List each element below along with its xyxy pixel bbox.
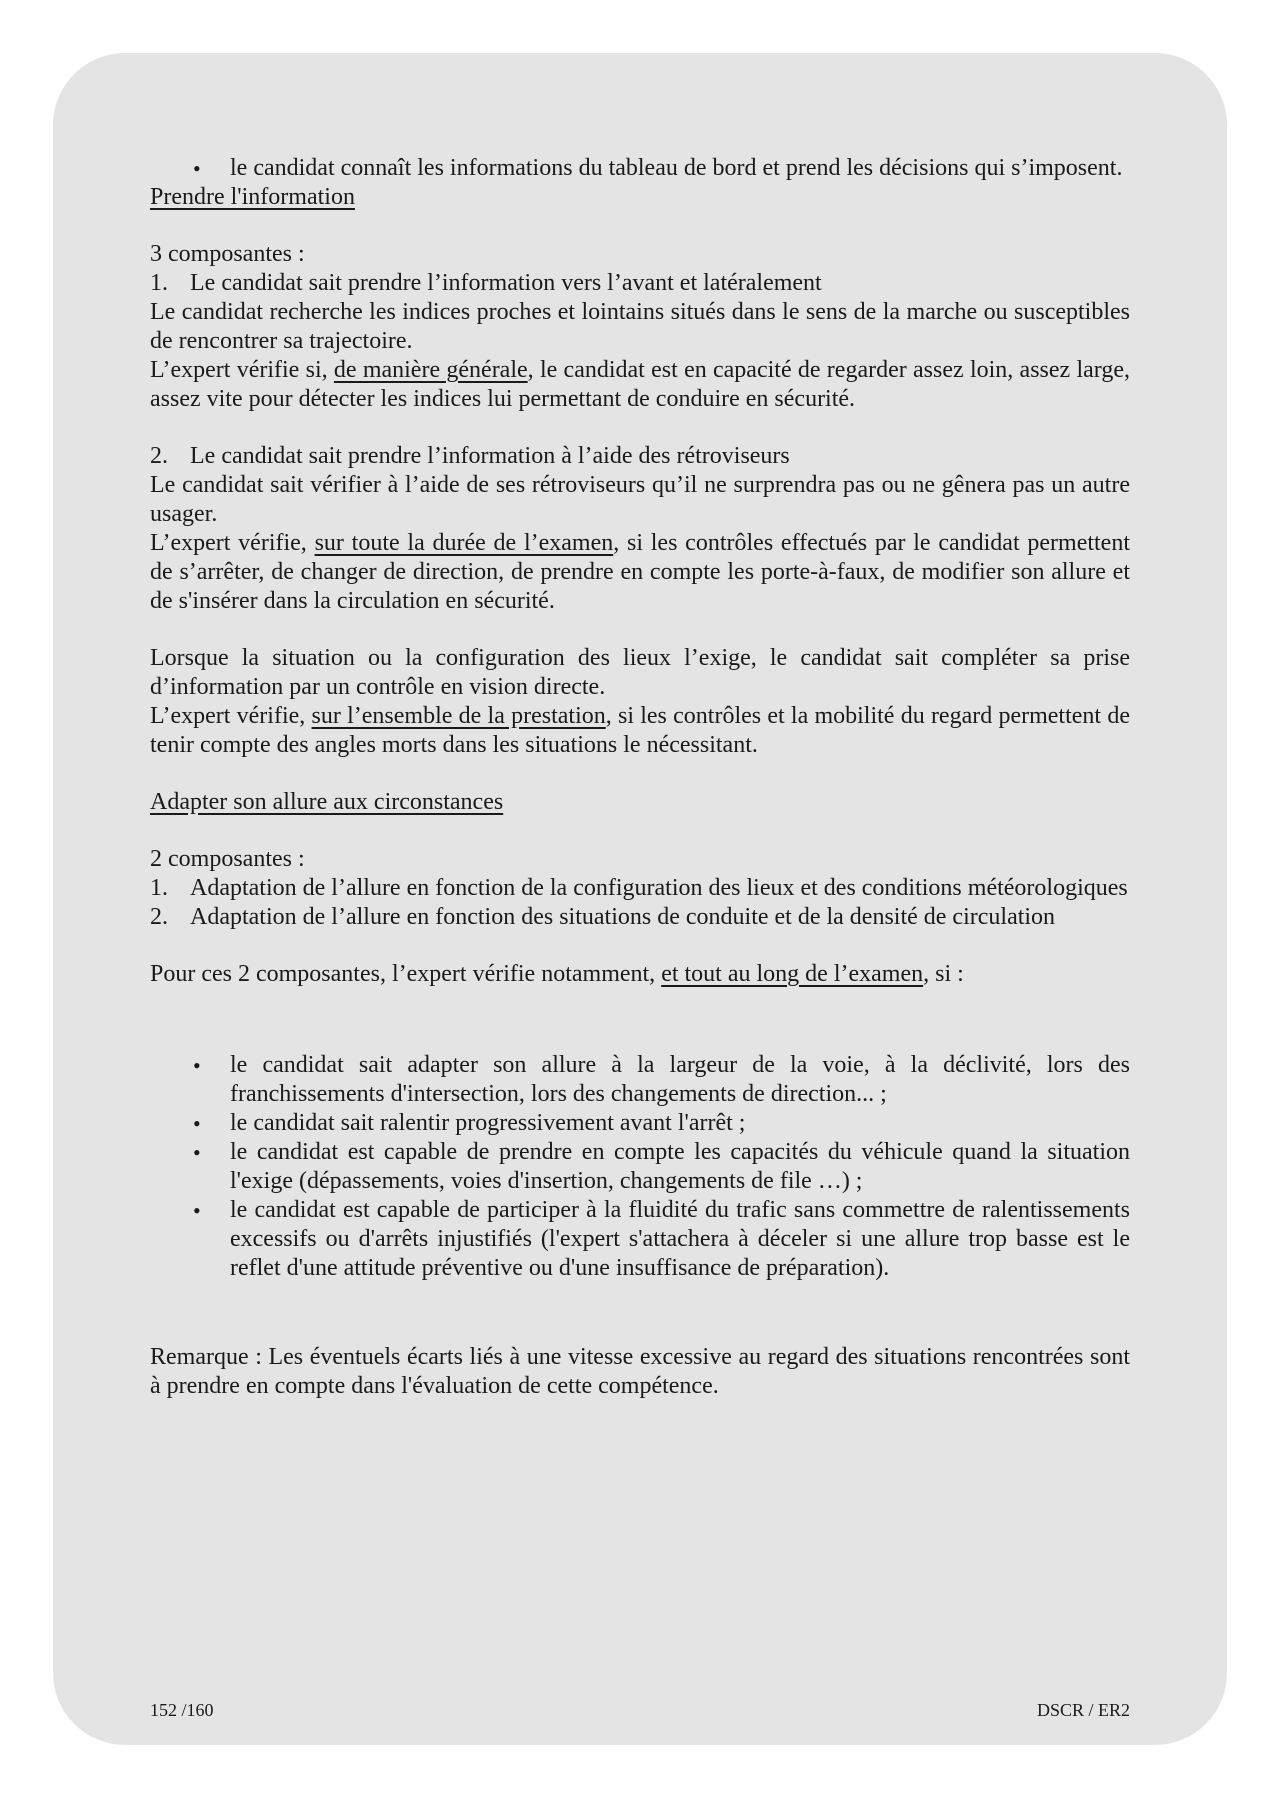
paragraph-group-vision-directe [150,644,1130,760]
remark-paragraph: Remarque : Les éventuels écarts liés à une vitesse excessive au regard des situations rencontrées sont à prendre en compte dans l'évaluation de cette compétence. [150,1344,1130,1399]
bullet-text: le candidat sait ralentir progressivement avant l'arrêt ; [230,1110,746,1136]
bullet-icon: • [193,156,201,181]
underlined-phrase: et tout au long de l’examen [661,961,924,987]
top-bullet-text: le candidat connaît les informations du tableau de bord et prend les décisions qui s’imposent. [230,155,1123,181]
paragraph-group-avant [150,298,1130,414]
bullet-icon: • [193,1111,201,1136]
bullet-text: le candidat est capable de prendre en compte les capacités du véhicule quand la situation l'exige (dépassements, voies d'insertion, changements de file …) ; [230,1139,1130,1194]
doc-reference: DSCR / ER2 [1036,1700,1130,1720]
list-item [150,1138,1130,1196]
page-number: 152 /160 [150,1700,214,1720]
underlined-phrase: sur toute la durée de l’examen [314,530,614,556]
bullet-icon: • [193,1198,201,1223]
intro-suffix: , si : [923,961,964,987]
item-number: 2. [150,904,168,930]
numbered-item-1-adapter [150,874,1130,903]
list-item [150,1051,1130,1109]
paragraph-expert [150,529,1130,616]
expert-text-prefix: L’expert vérifie, [150,530,315,556]
bullet-icon: • [193,1053,201,1078]
item-text: Adaptation de l’allure en fonction des situations de conduite et de la densité de circulation [190,904,1056,930]
bullet-icon: • [193,1140,201,1165]
item-text: Le candidat sait prendre l’information vers l’avant et latéralement [190,270,822,296]
page-content [150,154,1130,1401]
paragraph-group-retroviseurs [150,471,1130,616]
composantes-count-prendre: 3 composantes : [150,241,305,267]
paragraph: Le candidat recherche les indices proches et lointains situés dans le sens de la marche ou susceptibles de rencontrer sa trajectoire. [150,299,1130,354]
bullet-text: le candidat sait adapter son allure à la largeur de la voie, à la déclivité, lors des franchissements d'intersection, lors des changements de direction... ; [230,1052,1130,1107]
expert-text-suffix: , le candidat est en capacité de regarder assez loin, assez large, assez vite pour détecter les indices lui permettant de conduire en sécurité. [150,357,1131,412]
expert-text-prefix: L’expert vérifie, [150,703,312,729]
underlined-phrase: sur l’ensemble de la prestation [311,703,606,729]
section-heading-adapter-allure: Adapter son allure aux circonstances [150,789,504,815]
numbered-item-2-adapter [150,903,1130,932]
composantes-count-adapter: 2 composantes : [150,846,305,872]
numbered-item-2-prendre [150,442,1130,471]
underlined-phrase: de manière générale [333,357,528,383]
bullet-list-adapter [150,1051,1130,1283]
item-number: 1. [150,875,168,901]
item-number: 1. [150,270,168,296]
numbered-list-adapter [150,874,1130,932]
paragraph-expert [150,356,1130,414]
paragraph: Le candidat sait vérifier à l’aide de ses rétroviseurs qu’il ne surprendra pas ou ne gênera pas un autre usager. [150,472,1130,527]
document-page [53,53,1227,1745]
paragraph: Lorsque la situation ou la configuration des lieux l’exige, le candidat sait compléter sa prise d’information par un contrôle en vision directe. [150,645,1130,700]
intro-prefix: Pour ces 2 composantes, l’expert vérifie notamment, [150,961,662,987]
item-text: Adaptation de l’allure en fonction de la configuration des lieux et des conditions météorologiques [190,875,1128,901]
paragraph-expert [150,702,1130,760]
list-item [150,1109,1130,1138]
intro-sentence-adapter [150,960,1130,989]
expert-text-suffix: , si les contrôles et la mobilité du regard permettent de tenir compte des angles morts dans les situations le nécessitant. [150,703,1130,758]
item-number: 2. [150,443,168,469]
section-heading-prendre-information: Prendre l'information [150,184,355,210]
list-item [150,1196,1130,1283]
expert-text-prefix: L’expert vérifie si, [150,357,334,383]
item-text: Le candidat sait prendre l’information à l’aide des rétroviseurs [190,443,790,469]
top-bullet-item [150,154,1130,183]
bullet-text: le candidat est capable de participer à la fluidité du trafic sans commettre de ralentissements excessifs ou d'arrêts injustifiés (l'expert s'attachera à déceler si une allure trop basse est le reflet d'une attitude préventive ou d'une insuffisance de préparation). [230,1197,1130,1281]
expert-text-suffix: , si les contrôles effectués par le candidat permettent de s’arrêter, de changer de direction, de prendre en compte les porte-à-faux, de modifier son allure et de s'insérer dans la circulation en sécurité. [150,530,1130,614]
numbered-item-1-prendre [150,269,1130,298]
